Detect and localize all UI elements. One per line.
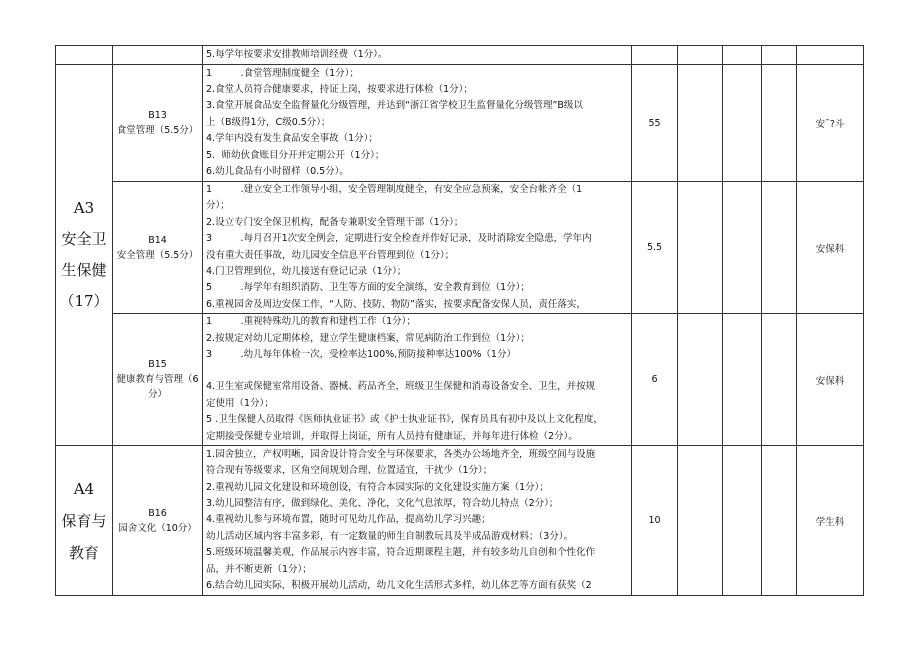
dept-b13: 安ˉ?斗 <box>797 65 864 182</box>
table-row-b15 <box>56 314 864 446</box>
cell-empty <box>762 314 797 446</box>
item-title-b16: B16 园舍文化（10分） <box>113 446 203 596</box>
dept-b15: 安保科 <box>797 314 864 446</box>
table-row-b14 <box>56 182 864 314</box>
cell-empty <box>632 46 678 65</box>
cell-empty <box>723 314 762 446</box>
criteria-text-b14: 1 .建立安全工作领导小组，安全管理制度健全，有安全应急预案，安全台帐齐全（1 分）； 2.设立专门安全保卫机构，配备专兼职安全管理干部（1分）； 3 .每月召开1次安全例会，定期进行安全检查并作好记录，及时消除安全隐患，学年内 没有重大责任事故，幼儿园安全信息平台管理到位（1分）； 4.门卫管理到位，幼儿接送有登记记录（1分）； 5 .每学年有组织消防、卫生等方面的安全演练，安全教育到位（1分）； 6.重视园舍及周边安保工作，“人防、技防、物防”落实，按要求配备安保人员，责任落实， <box>203 182 632 314</box>
criteria-line: 5.每学年按要求安排教师培训经费（1分）。 <box>206 48 388 60</box>
cell-empty <box>723 65 762 182</box>
criteria-text <box>203 46 632 65</box>
cell-empty <box>762 446 797 596</box>
cell-empty <box>762 65 797 182</box>
evaluation-table <box>55 45 864 596</box>
cell-empty <box>723 446 762 596</box>
table-row-top <box>56 46 864 65</box>
section-title-a3: A3 安全卫 生保健 （17） <box>56 65 113 446</box>
cell-empty <box>678 46 723 65</box>
criteria-text-b15: 1 .重视特殊幼儿的教育和建档工作（1分）； 2.按规定对幼儿定期体检，建立学生健康档案，常见病防治工作到位（1分）； 3 .幼儿每年体检一次，受检率达100%,预防接种率达100%（1分） 4.卫生室或保健室常用设备、器械、药品齐全，班级卫生保健和消毒设备安全、卫生，并按规 定使用（1分）； 5 .卫生保健人员取得《医师执业证书》或《护士执业证书》，保育员具有初中及以上文化程度， 定期接受保健专业培训，并取得上岗证，所有人员持有健康证，并每年进行体检（2分）。 <box>203 314 632 446</box>
cell-empty <box>678 65 723 182</box>
score-b16: 10 <box>632 446 678 596</box>
cell-empty <box>723 46 762 65</box>
table-row-b13 <box>56 65 864 182</box>
cell-empty <box>678 446 723 596</box>
dept-b16: 学生科 <box>797 446 864 596</box>
cell-empty <box>723 182 762 314</box>
cell-empty <box>678 182 723 314</box>
cell-empty <box>678 314 723 446</box>
cell-empty <box>56 46 113 65</box>
item-title-b15: B15 健康教育与管理（6 分） <box>113 314 203 446</box>
table-row-b16 <box>56 446 864 596</box>
score-b14: 5.5 <box>632 182 678 314</box>
criteria-text-b16: 1.园舍独立，产权明晰，园舍设计符合安全与环保要求，各类办公场地齐全，班级空间与设施 符合现有等级要求，区角空间规划合理、位置适宜，干扰少（1分）； 2.重视幼儿园文化建设和环境创设，有符合本园实际的文化建设实施方案（1分）； 3.幼儿园整洁有序，做到绿化、美化、净化，文化气息浓厚，符合幼儿特点（2分）； 4.重视幼儿参与环境布置，随时可见幼儿作品，提高幼儿学习兴趣； 幼儿活动区域内容丰富多彩，有一定数量的师生自制教玩具及半成品游戏材料；（3分）。 5.班级环境温馨美观，作品展示内容丰富，符合近期课程主题，并有较多幼儿自创和个性化作 品，并不断更新（1分）； 6.结合幼儿园实际，积极开展幼儿活动，幼儿文化生活形式多样，幼儿体艺等方面有获奖（2 <box>203 446 632 596</box>
item-title-b13: B13 食堂管理（5.5分） <box>113 65 203 182</box>
score-b15: 6 <box>632 314 678 446</box>
cell-empty <box>797 46 864 65</box>
score-b13: 55 <box>632 65 678 182</box>
cell-empty <box>762 182 797 314</box>
criteria-text-b13: 1 .食堂管理制度健全（1分）； 2.食堂人员符合健康要求，持证上岗，按要求进行体检（1分）； 3.食堂开展食品安全监督量化分级管理，并达到“浙江省学校卫生监督量化分级管理”B级以 上（B级得1分，C级0.5分）； 4.学年内没有发生食品安全事故（1分）； 5．师幼伙食账目分开并定期公开（1分）； 6.幼儿食品有小时留样（0.5分）。 <box>203 65 632 182</box>
cell-empty <box>762 46 797 65</box>
cell-empty <box>113 46 203 65</box>
section-title-a4: A4 保育与 教育 <box>56 446 113 596</box>
evaluation-sheet <box>55 45 863 596</box>
dept-b14: 安保科 <box>797 182 864 314</box>
item-title-b14: B14 安全管理（5.5分） <box>113 182 203 314</box>
